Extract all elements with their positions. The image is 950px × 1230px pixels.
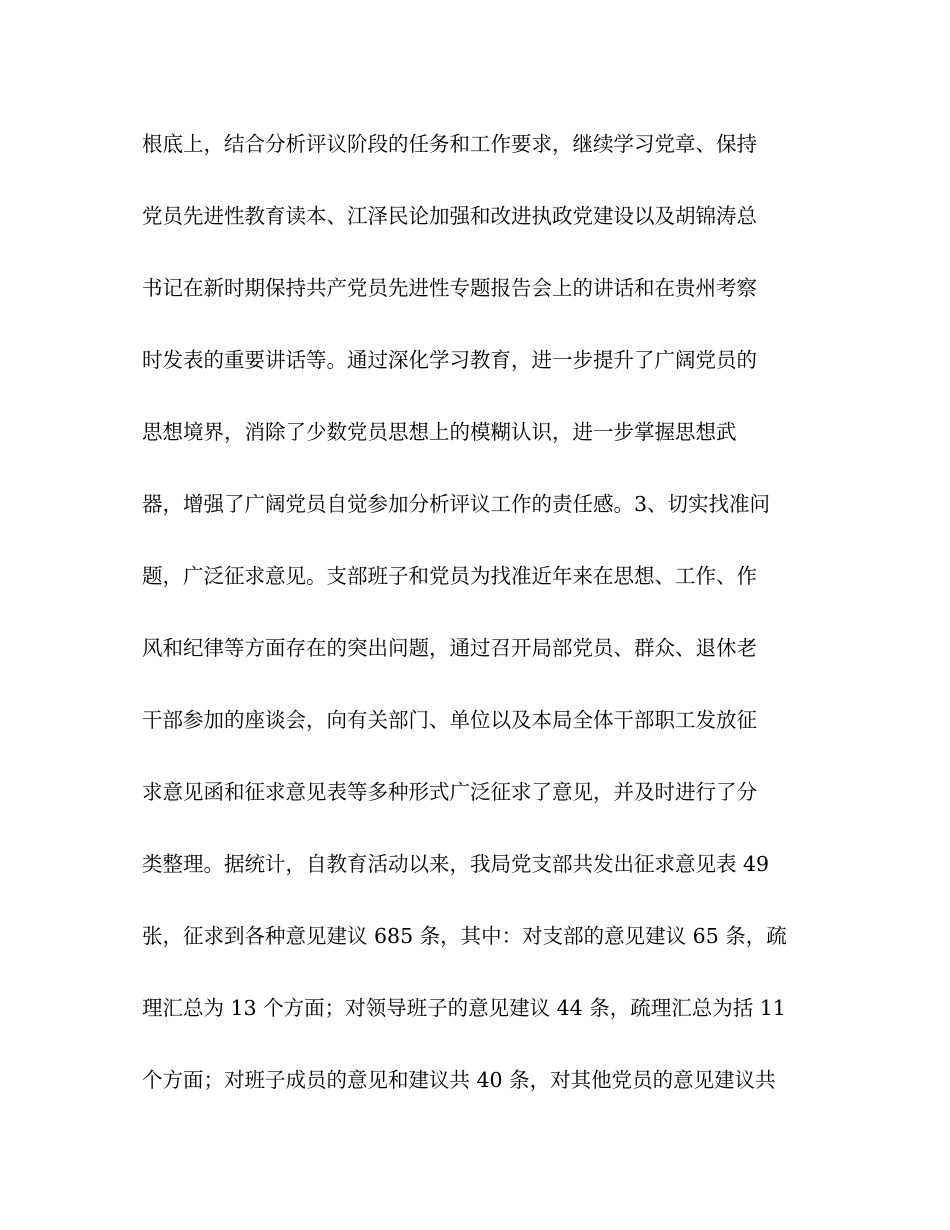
body-text-line: 个方面；对班子成员的意见和建议共 40 条，对其他党员的意见建议共 [142,1068,776,1092]
body-text-line: 根底上，结合分析评议阶段的任务和工作要求，继续学习党章、保持 [142,132,757,156]
body-text-line: 张，征求到各种意见建议 685 条，其中：对支部的意见建议 65 条，疏 [142,924,787,948]
body-text-line: 风和纪律等方面存在的突出问题，通过召开局部党员、群众、退休老 [142,636,757,660]
body-text-line: 党员先进性教育读本、江泽民论加强和改进执政党建设以及胡锦涛总 [142,204,757,228]
body-text-line: 书记在新时期保持共产党员先进性专题报告会上的讲话和在贵州考察 [142,276,757,300]
body-text-line: 理汇总为 13 个方面；对领导班子的意见建议 44 条，疏理汇总为括 11 [142,996,786,1020]
body-text-line: 思想境界，消除了少数党员思想上的模糊认识，进一步掌握思想武 [142,420,737,444]
body-text-line: 时发表的重要讲话等。通过深化学习教育，进一步提升了广阔党员的 [142,348,757,372]
body-text-line: 干部参加的座谈会，向有关部门、单位以及本局全体干部职工发放征 [142,708,757,732]
body-text-line: 器，增强了广阔党员自觉参加分析评议工作的责任感。3、切实找准问 [142,492,771,516]
body-text-line: 类整理。据统计，自教育活动以来，我局党支部共发出征求意见表 49 [142,852,770,876]
body-text-line: 题，广泛征求意见。支部班子和党员为找准近年来在思想、工作、作 [142,564,757,588]
body-text-line: 求意见函和征求意见表等多种形式广泛征求了意见，并及时进行了分 [142,780,757,804]
